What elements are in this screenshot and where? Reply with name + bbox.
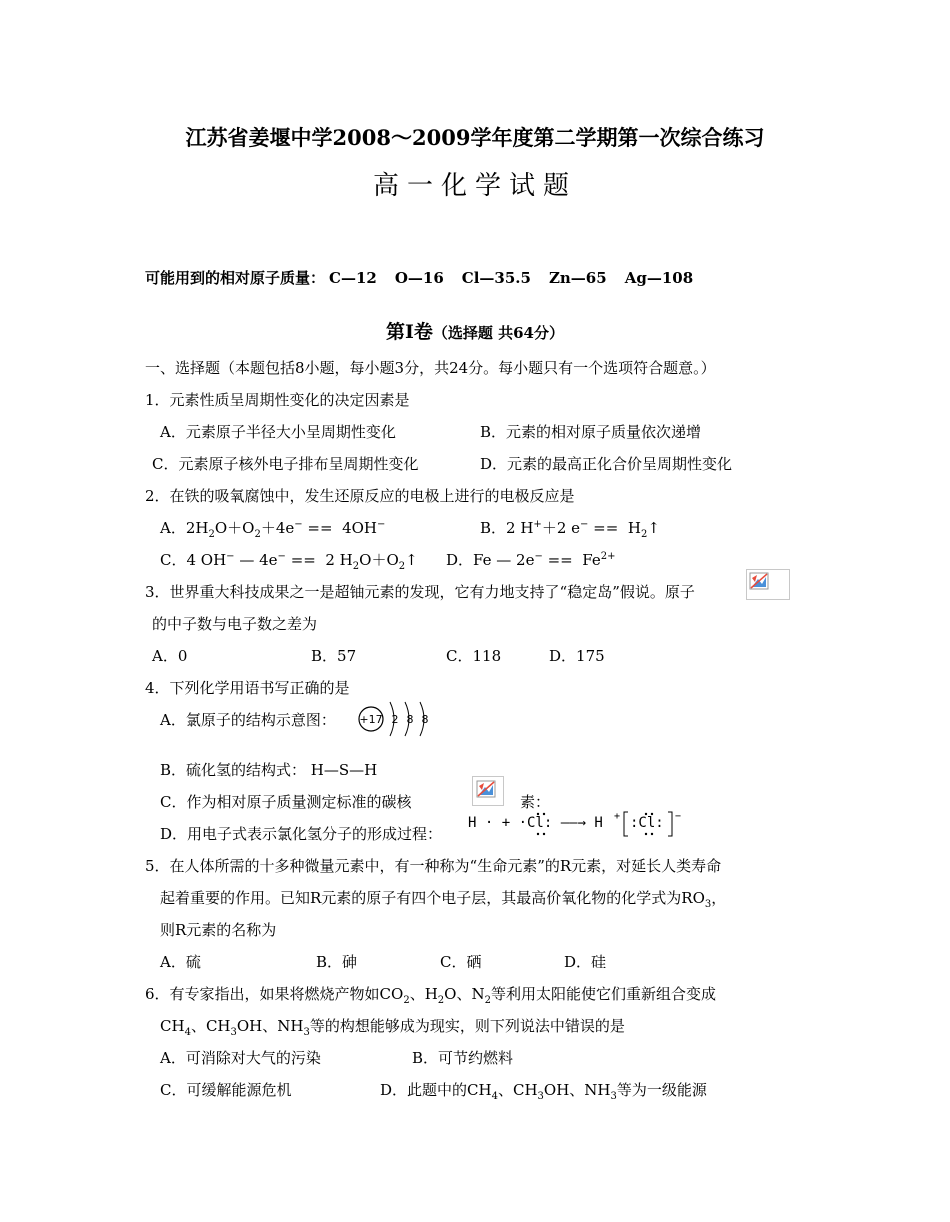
q2-option-d: D．Fe — $2e^- == Fe^{2+}$ xyxy=(446,551,616,569)
volume-title xyxy=(0,322,950,343)
q4-option-b: B．硫化氢的结构式： H—S—H xyxy=(160,761,378,779)
atom-nucleus-label: +17 xyxy=(359,713,383,726)
broken-image-icon xyxy=(472,776,504,806)
q4-option-c: C．作为相对原子质量测定标准的碳核 xyxy=(160,793,412,811)
q3-stem: 3．世界重大科技成果之一是超铀元素的发现，它有力地支持了“稳定岛”假说。原子 xyxy=(145,583,695,601)
q4-option-a: A．氯原子的结构示意图： xyxy=(160,711,336,729)
q5-stem-3: 则R元素的名称为 xyxy=(160,921,277,939)
q5-option-a: A．硫 xyxy=(160,953,201,971)
broken-image-icon xyxy=(746,569,790,600)
svg-text::Cl:: :Cl: xyxy=(630,815,664,831)
mass-o: O—16 xyxy=(394,269,444,287)
q6-option-b: B．可节约燃料 xyxy=(412,1049,514,1067)
q5-option-c: C．硒 xyxy=(440,953,482,971)
svg-text:−: − xyxy=(675,811,682,822)
q1-option-a: A．元素原子半径大小呈周期性变化 xyxy=(160,423,396,441)
mass-ag: Ag—108 xyxy=(624,269,694,287)
q2-option-a: A．$2H_2O+O_2+4e^- == 4OH^-$ xyxy=(160,519,386,540)
volume-label: 第Ⅰ卷 xyxy=(386,321,433,343)
school-title: 江苏省姜堰中学2008～2009学年度第二学期第一次综合练习 xyxy=(185,125,765,150)
q5-option-b: B．砷 xyxy=(316,953,358,971)
q5-stem-2: 起着重要的作用。已知R元素的原子有四个电子层，其最高价氧化物的化学式为$RO_3$， xyxy=(160,889,727,910)
atom-shell-2: 8 xyxy=(406,713,414,726)
atomic-masses xyxy=(145,268,711,288)
q3-option-c: C．118 xyxy=(446,647,502,665)
q6-stem-2: $CH_4$、$CH_3OH$、$NH_3$等的构想能够成为现实，则下列说法中错误的是 xyxy=(160,1017,625,1038)
q3-option-a: A．0 xyxy=(152,647,188,665)
volume-subtitle: （选择题 共64分） xyxy=(432,324,564,342)
atom-shell-3: 8 xyxy=(421,713,429,726)
q5-stem-1: 5．在人体所需的十多种微量元素中，有一种称为“生命元素”的R元素，对延长人类寿命 xyxy=(145,857,722,875)
q6-option-c: C．可缓解能源危机 xyxy=(160,1081,292,1099)
mass-c: C—12 xyxy=(329,269,377,287)
q4-option-d: D．用电子式表示氯化氢分子的形成过程： xyxy=(160,825,443,843)
q6-option-a: A．可消除对大气的污染 xyxy=(160,1049,321,1067)
q6-option-d: D．此题中的$CH_4$、$CH_3OH$、$NH_3$等为一级能源 xyxy=(380,1081,707,1102)
q2-option-b: B．2 H+＋2 $e^- == H_2↑$ xyxy=(480,519,660,540)
chlorine-atom-diagram xyxy=(356,698,436,740)
q4-option-c-suffix: 素： xyxy=(520,793,551,811)
svg-text:H · + ·Cl: ——→ H: H · + ·Cl: ——→ H xyxy=(468,815,603,831)
svg-text:+: + xyxy=(614,811,621,822)
q1-stem: 1．元素性质呈周期性变化的决定因素是 xyxy=(145,391,410,409)
atom-shell-1: 2 xyxy=(391,713,399,726)
mass-zn: Zn—65 xyxy=(548,269,607,287)
q2-option-c: C．4 OH− — 4e− == 2 $H_2O+O_2↑$ xyxy=(160,551,418,572)
q1-option-c: C．元素原子核外电子排布呈周期性变化 xyxy=(152,455,419,473)
q5-option-d: D．硅 xyxy=(564,953,607,971)
atomic-masses-label: 可能用到的相对原子质量： xyxy=(145,269,326,287)
q2-stem: 2．在铁的吸氧腐蚀中，发生还原反应的电极上进行的电极反应是 xyxy=(145,487,575,505)
q4-stem: 4．下列化学用语书写正确的是 xyxy=(145,679,350,697)
exam-title: 高一化学试题 xyxy=(372,171,577,201)
q3-option-d: D．175 xyxy=(549,647,605,665)
section-heading: 一、选择题（本题包括8小题，每小题3分，共24分。每小题只有一个选项符合题意。） xyxy=(145,359,716,377)
q3-stem-continued: 的中子数与电子数之差为 xyxy=(152,615,318,633)
hcl-electron-formula xyxy=(468,807,698,845)
q3-option-b: B．57 xyxy=(311,647,357,665)
q1-option-d: D．元素的最高正化合价呈周期性变化 xyxy=(480,455,733,473)
q1-option-b: B．元素的相对原子质量依次递增 xyxy=(480,423,702,441)
q6-stem-1: 6．有专家指出，如果将燃烧产物如$CO_2$、$H_2O$、$N_2$等利用太阳能使它们重新组合变成 xyxy=(145,985,716,1006)
mass-cl: Cl—35.5 xyxy=(461,269,531,287)
